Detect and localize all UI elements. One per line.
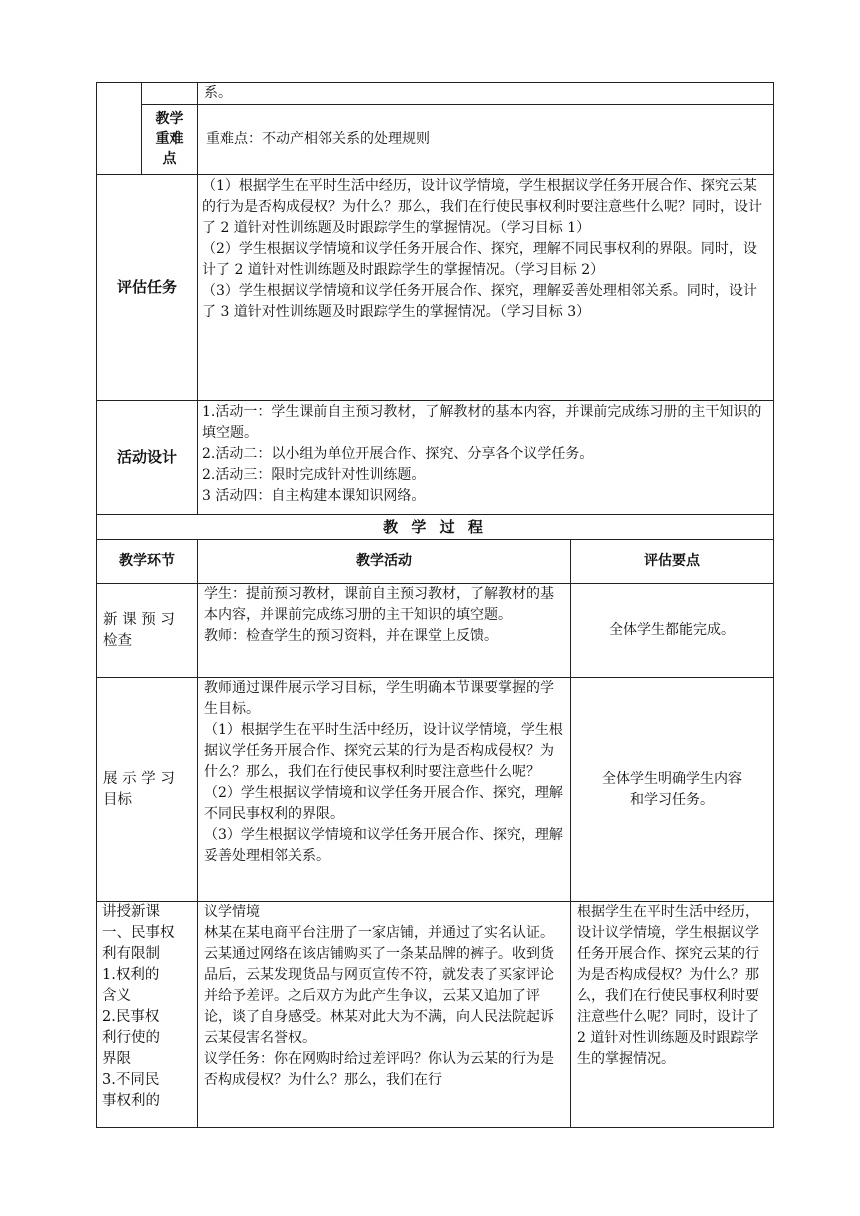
rule xyxy=(773,82,774,1128)
key-points-label: 教学 重难 点 xyxy=(155,111,184,167)
activity-cell: 议学情境 林某在某电商平台注册了一家店铺，并通过了实名认证。云某通过网络在该店铺购买了一条某品牌的裤子。收到货品后，云某发现货品与网页宣传不符，就发表了买家评论并给予差评。之后双方为此产生争议，云某又追加了评论，谈了自身感受。林某对此大为不满，向人民法院起诉云某侵害名誉权。 议学任务：你在网购时给过差评吗？你认为云某的行为是否构成侵权？为什么？那么，我们在行 xyxy=(204,904,554,1088)
rule xyxy=(197,539,198,1128)
eval-cell: 根据学生在平时生活中经历，设计议学情境，学生根据议学任务开展合作、探究云某的行为是否构成侵权？为什么？那么，我们在行使民事权利时要注意些什么呢？同时，设计了 2 道针对性训练题及时跟踪学生的掌握情况。 xyxy=(577,904,764,1067)
rule xyxy=(197,82,198,514)
activity-item: 1.活动一：学生课前自主预习教材，了解教材的基本内容，并课前完成练习册的主干知识的填空题。 xyxy=(202,404,762,441)
continuation-text: 系。 xyxy=(204,85,232,101)
activity-label: 活动设计 xyxy=(116,448,177,466)
activity-cell: 教师通过课件展示学习目标，学生明确本节课要掌握的学生目标。 （1）根据学生在平时生活中经历，设计议学情境，学生根据议学任务开展合作、探究云某的行为是否构成侵权？为什么？那么，我们在行使民事权利时要注意些什么呢？ （2）学生根据议学情境和议学任务开展合作、探究，理解不同民事权利的界限。 （3）学生根据议学情境和议学任务开展合作、探究，理解妥善处理相邻关系。 xyxy=(204,680,563,864)
key-points-value: 重难点：不动产相邻关系的处理规则 xyxy=(206,131,430,147)
activity-cell: 学生：提前预习教材，课前自主预习教材，了解教材的基本内容，并课前完成练习册的主干知识的填空题。 教师：检查学生的预习资料，并在课堂上反馈。 xyxy=(204,586,554,644)
stage-cell: 讲授新课 一、民事权 利有限制 1.权利的 含义 2.民事权 利行使的 界限 3.不同民 事权利的 xyxy=(102,904,175,1109)
activity-item: 2.活动二：以小组为单位开展合作、探究、分享各个议学任务。 xyxy=(202,446,594,462)
assessment-content xyxy=(202,176,770,323)
activity-item: 3 活动四：自主构建本课知识网络。 xyxy=(202,488,426,504)
assessment-label: 评估任务 xyxy=(116,278,177,296)
header-activity: 教学活动 xyxy=(356,553,412,569)
eval-cell: 全体学生都能完成。 xyxy=(609,622,735,638)
assessment-item: （2）学生根据议学情境和议学任务开展合作、探究，理解不同民事权利的界限。同时，设计了 2 道针对性训练题及时跟踪学生的掌握情况。（学习目标 2） xyxy=(202,241,757,278)
eval-cell: 全体学生明确学生内容 和学习任务。 xyxy=(602,770,742,808)
stage-cell: 新 课 预 习 检查 xyxy=(103,611,175,649)
assessment-item: （1）根据学生在平时生活中经历，设计议学情境，学生根据议学任务开展合作、探究云某的行为是否构成侵权？为什么？那么，我们在行使民事权利时要注意些什么呢？同时，设计了 2 道针对性训练题及时跟踪学生的掌握情况。（学习目标 1） xyxy=(202,178,762,236)
stage-cell: 展 示 学 习 目标 xyxy=(103,770,175,808)
activity-item: 2.活动三：限时完成针对性训练题。 xyxy=(202,467,426,483)
activity-content xyxy=(202,402,770,507)
process-title: 教 学 过 程 xyxy=(383,517,487,536)
header-stage: 教学环节 xyxy=(119,553,175,569)
header-eval: 评估要点 xyxy=(644,553,700,569)
assessment-item: （3）学生根据议学情境和议学任务开展合作、探究，理解妥善处理相邻关系。同时，设计了 3 道针对性训练题及时跟踪学生的掌握情况。（学习目标 3） xyxy=(202,283,757,320)
